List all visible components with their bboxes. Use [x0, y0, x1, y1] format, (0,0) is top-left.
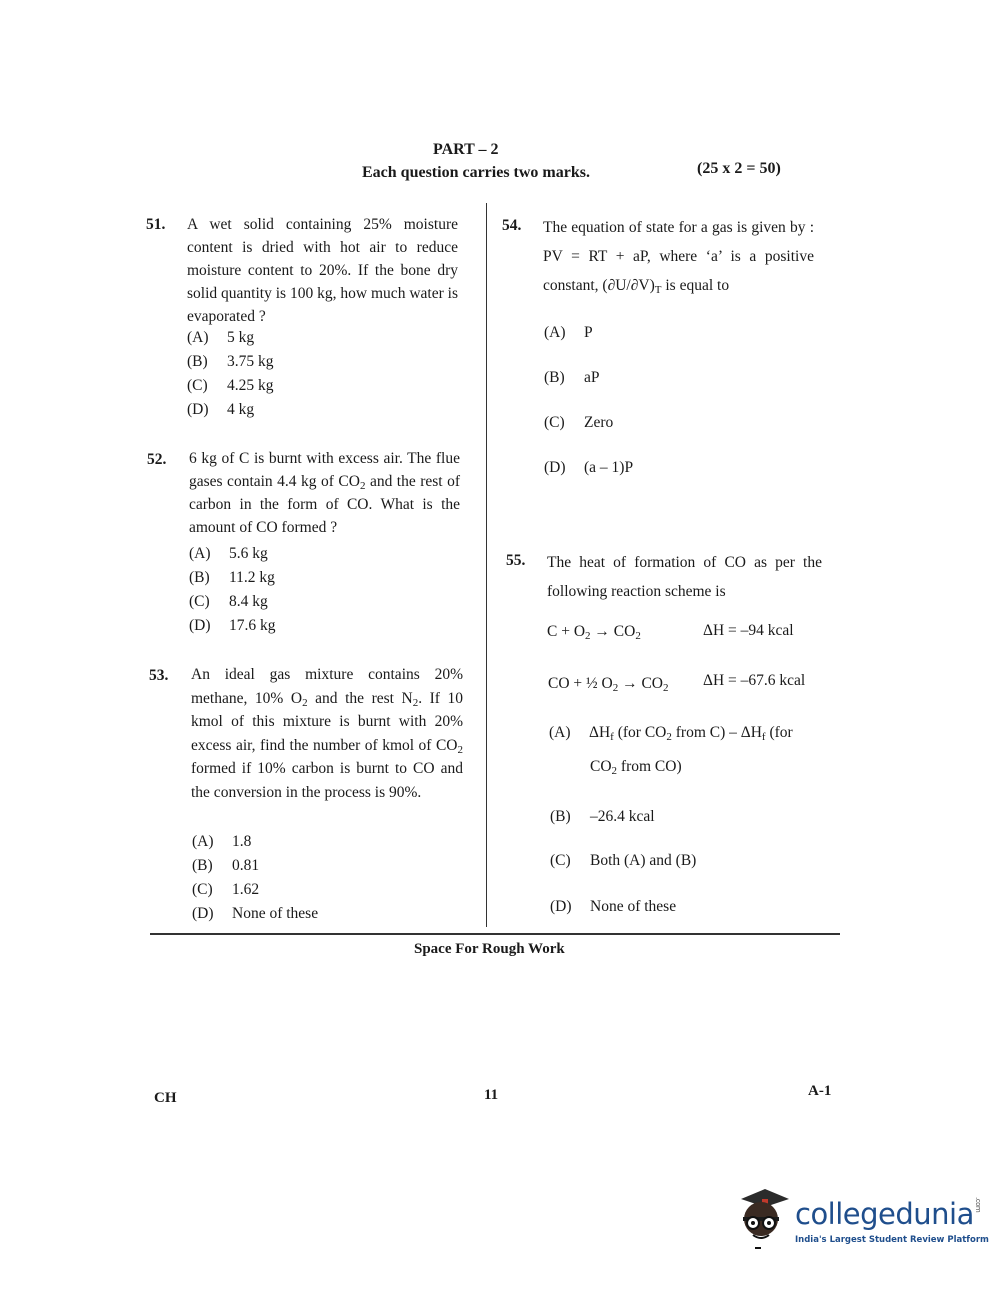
option-d: (D) (a – 1)P — [544, 459, 634, 476]
option-c: (C) 8.4 kg — [189, 593, 268, 610]
question-number: 55. — [506, 552, 526, 569]
option-a: (A) 5 kg — [187, 329, 255, 346]
option-a: (A) 1.8 — [192, 833, 252, 850]
reaction-2: CO + ½ $O_2 \to CO_2$ — [548, 675, 669, 694]
option-c: (C) 1.62 — [192, 881, 260, 898]
option-d: (D) 17.6 kg — [189, 617, 276, 634]
option-a: (A) 5.6 kg — [189, 545, 268, 562]
marks-instruction: Each question carries two marks. — [362, 164, 590, 181]
question-number: 52. — [147, 451, 167, 468]
option-b: (B) 11.2 kg — [189, 569, 275, 586]
option-a-cont: $CO_2$ from CO) — [590, 758, 682, 777]
reaction-2-enthalpy: ΔH = –67.6 kcal — [703, 672, 806, 689]
question-number: 51. — [146, 216, 166, 233]
question-text: The heat of formation of CO as per the following reaction scheme is — [547, 554, 822, 600]
rough-work-divider — [150, 933, 840, 935]
question-number: 53. — [149, 667, 169, 684]
question-text: A wet solid containing 25% moisture content is dried with hot air to reduce moisture content to 20%. If the bone dry solid quantity is 100 kg, how much water is evaporated ? — [187, 216, 458, 325]
option-d: (D) 4 kg — [187, 401, 255, 418]
footer-subject-code: CH — [154, 1090, 177, 1106]
marks-total: (25 x 2 = 50) — [697, 160, 781, 177]
option-d: (D) None of these — [550, 898, 677, 915]
option-a: (A) $\Delta H_f$ (for $CO_2$ from $C) - \Delta H_f$ (for — [549, 724, 793, 743]
option-a: (A) P — [544, 324, 593, 341]
reaction-1: $C + O_2 \to CO_2$ — [547, 623, 641, 642]
footer-page-number: 11 — [484, 1087, 499, 1103]
option-c: (C) Zero — [544, 414, 614, 431]
question-text: 6 kg of C is burnt with excess air. The flue gases contain 4.4 kg of $CO_2$ and the rest of carbon in the form of CO. What is the amount of CO formed ? — [189, 450, 461, 536]
option-b: (B) 0.81 — [192, 857, 260, 874]
footer-booklet-code: A-1 — [808, 1083, 832, 1099]
logo-wordmark: collegedunia.com — [795, 1197, 982, 1231]
option-b: (B) –26.4 kcal — [550, 808, 655, 825]
question-text: An ideal gas mixture contains 20% methane, 10% $O_2$ and the rest $N_2$. If 10 kmol of this mixture is burnt with 20% excess air, find the number of kmol of $CO_2$ formed if 10% carbon is burnt to CO and the conversion in the process is 90%. — [191, 666, 464, 801]
question-text: The equation of state for a gas is given by : PV = RT + aP, where ‘a’ is a positive constant, $(\partial U/\partial V)_T$ is equal to — [543, 219, 814, 296]
column-divider — [486, 203, 487, 927]
question-number: 54. — [502, 217, 522, 234]
rough-work-label: Space For Rough Work — [414, 941, 565, 957]
option-d: (D) None of these — [192, 905, 319, 922]
option-c: (C) 4.25 kg — [187, 377, 274, 394]
part-title: PART – 2 — [433, 141, 499, 158]
mascot-icon — [735, 1185, 795, 1255]
reaction-1-enthalpy: ΔH = –94 kcal — [703, 622, 794, 639]
option-b: (B) aP — [544, 369, 600, 386]
option-c: (C) Both (A) and (B) — [550, 852, 697, 869]
logo-tagline: India's Largest Student Review Platform — [795, 1235, 989, 1245]
option-b: (B) 3.75 kg — [187, 353, 274, 370]
collegedunia-logo[interactable] — [735, 1185, 989, 1255]
